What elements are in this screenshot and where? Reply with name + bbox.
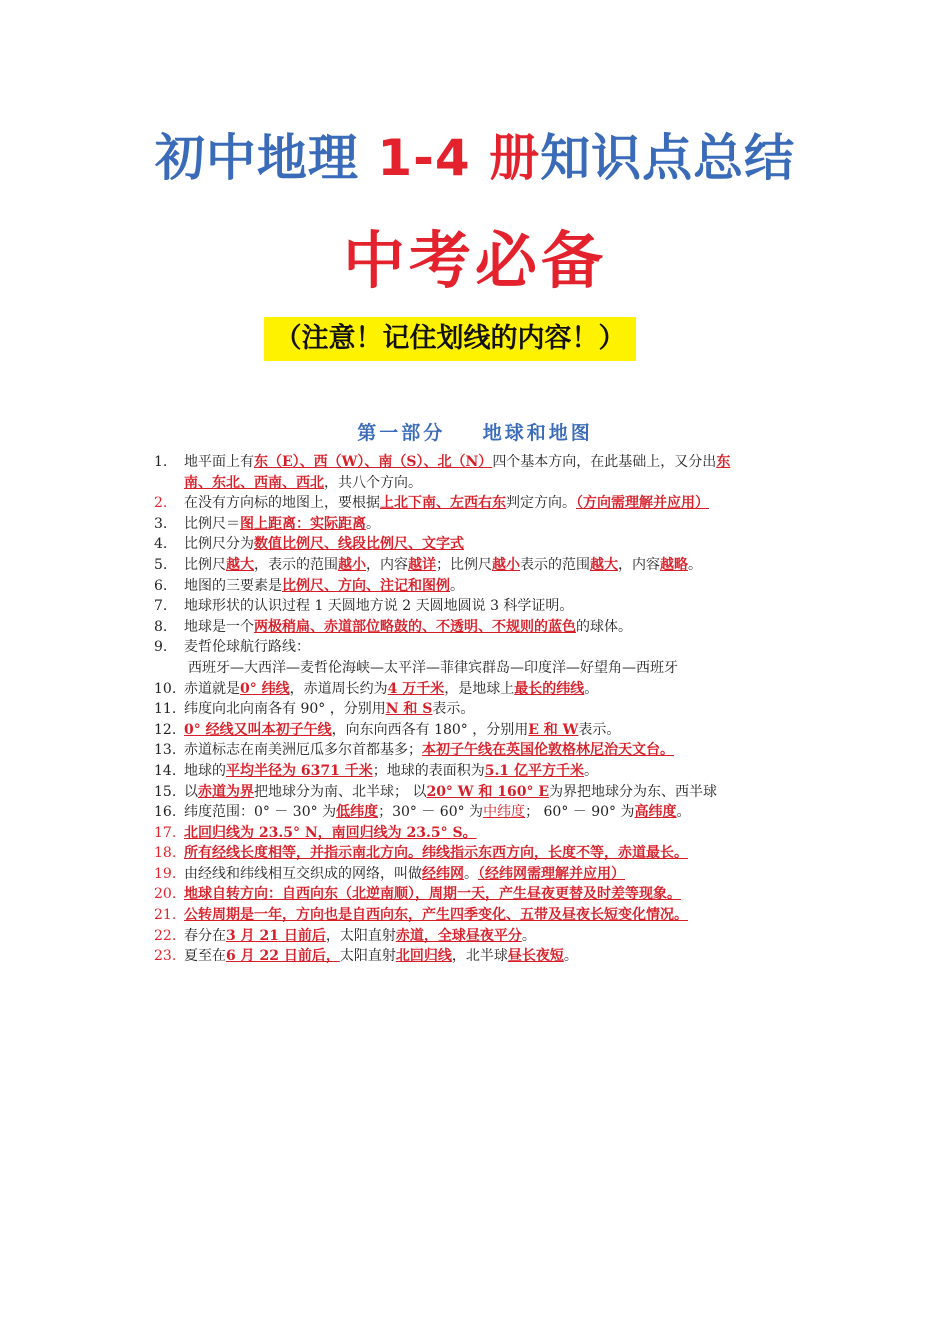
item-text: ，北半球 bbox=[451, 948, 508, 965]
item-number: 14. bbox=[154, 762, 177, 779]
underlined-text: 所有经线长度相等，并指示南北方向。纬线指示东西方向，长度不等，赤道最长。 bbox=[184, 845, 688, 862]
item-number: 21. bbox=[154, 907, 177, 924]
list-item bbox=[150, 534, 750, 555]
item-text: 。 bbox=[450, 577, 464, 594]
list-item bbox=[150, 946, 750, 967]
underlined-text: 越大 bbox=[590, 556, 618, 573]
item-number: 13. bbox=[154, 742, 177, 759]
item-number: 11. bbox=[154, 701, 177, 718]
list-item bbox=[150, 452, 750, 493]
underlined-text: （方向需理解并应用） bbox=[576, 495, 709, 512]
underlined-text: 平均半径为 6371 千米 bbox=[226, 762, 373, 779]
item-text: 为界把地球分为东、西半球 bbox=[549, 783, 718, 800]
underlined-text: 越大 bbox=[226, 556, 254, 573]
underlined-text: 最长的纬线 bbox=[514, 680, 585, 697]
item-text: 地平面上有 bbox=[184, 454, 254, 470]
item-text: 春分在 bbox=[184, 927, 226, 944]
underlined-text: 4 万千米 bbox=[387, 680, 445, 697]
item-number: 18. bbox=[154, 845, 177, 862]
underlined-text: 5.1 亿平方千米 bbox=[484, 762, 584, 779]
item-text: 。 bbox=[563, 948, 578, 965]
item-number: 6. bbox=[154, 577, 168, 594]
item-text: 。 bbox=[521, 927, 536, 944]
item-number: 15. bbox=[154, 783, 177, 800]
underlined-text: 6 月 22 日前后， bbox=[226, 948, 340, 965]
item-text: 。 bbox=[366, 515, 380, 532]
item-number: 7. bbox=[154, 598, 168, 615]
item-number: 22. bbox=[154, 927, 177, 944]
item-number: 9. bbox=[154, 639, 168, 656]
item-text: ，向东向西各有 180° ，分别用 bbox=[331, 721, 529, 738]
item-text: ；比例尺 bbox=[436, 556, 492, 573]
item-number: 19. bbox=[154, 865, 177, 882]
underlined-text: 3 月 21 日前后 bbox=[226, 927, 326, 944]
item-text: 地图的三要素是 bbox=[184, 577, 282, 594]
item-text: ，赤道周长约为 bbox=[289, 680, 388, 697]
list-item bbox=[150, 493, 750, 514]
underlined-text: 0° 经线又叫本初子午线 bbox=[184, 721, 332, 738]
item-text: 麦哲伦球航行路线： bbox=[184, 639, 310, 656]
item-text: 赤道就是 bbox=[184, 680, 240, 697]
item-text: 表示的范围 bbox=[520, 556, 590, 573]
item-number: 23. bbox=[154, 948, 177, 965]
item-text: ；30° － 60° 为 bbox=[378, 804, 484, 821]
list-item bbox=[150, 576, 750, 597]
item-text: 地球形状的认识过程 1 天圆地方说 2 天圆地圆说 3 科学证明。 bbox=[184, 598, 574, 615]
item-number: 4. bbox=[154, 536, 168, 553]
document-subtitle: 中考必备 bbox=[342, 224, 607, 297]
item-text: 在没有方向标的地图上，要根据 bbox=[184, 495, 380, 512]
item-number: 5. bbox=[154, 556, 168, 573]
list-item bbox=[150, 514, 750, 535]
item-text: 西班牙—大西洋—麦哲伦海峡—太平洋—菲律宾群岛—印度洋—好望角—西班牙 bbox=[188, 659, 678, 676]
item-text: 的球体。 bbox=[576, 618, 632, 635]
list-item bbox=[150, 761, 750, 782]
item-number: 3. bbox=[154, 515, 168, 532]
underlined-text: 高纬度 bbox=[634, 804, 677, 821]
item-number: 8. bbox=[154, 618, 168, 635]
list-item bbox=[150, 637, 750, 658]
item-number: 17. bbox=[154, 824, 177, 841]
item-number: 1. bbox=[154, 454, 168, 470]
underlined-text: 东（E）、西（W）、南（S）、北（N） bbox=[254, 454, 493, 470]
item-text: 。 bbox=[584, 680, 599, 697]
underlined-text: 公转周期是一年，方向也是自西向东，产生四季变化、五带及昼夜长短变化情况。 bbox=[184, 907, 688, 924]
item-text: ，共八个方向。 bbox=[324, 474, 422, 491]
knowledge-list bbox=[150, 452, 750, 967]
underlined-text: 北回归线为 23.5° N，南回归线为 23.5° S。 bbox=[184, 824, 477, 841]
underlined-text: 东南、东北、西南、西北 bbox=[184, 454, 731, 491]
item-number: 16. bbox=[154, 804, 177, 821]
item-text: ，内容 bbox=[618, 556, 660, 573]
item-number: 10. bbox=[154, 680, 177, 697]
underlined-text: 越小 bbox=[338, 556, 366, 573]
underlined-text: 比例尺、方向、注记和图例 bbox=[282, 577, 450, 594]
underlined-text: 本初子午线在英国伦敦格林尼治天文台。 bbox=[422, 742, 674, 759]
list-item bbox=[150, 555, 750, 576]
underlined-text: 越详 bbox=[408, 556, 436, 573]
item-text: 比例尺 bbox=[184, 556, 226, 573]
list-item bbox=[150, 864, 750, 885]
list-item bbox=[150, 720, 750, 741]
item-text: 夏至在 bbox=[184, 948, 226, 965]
list-item bbox=[150, 802, 750, 823]
item-text: 赤道标志在南美洲厄瓜多尔首都基多； bbox=[184, 742, 422, 759]
item-text: 四个基本方向，在此基础上，又分出 bbox=[492, 454, 717, 470]
list-item bbox=[150, 740, 750, 761]
item-text: ； 60° － 90° 为 bbox=[525, 804, 635, 821]
underlined-text: 低纬度 bbox=[336, 804, 379, 821]
list-item bbox=[150, 926, 750, 947]
underlined-text: （经纬网需理解并应用） bbox=[478, 865, 625, 882]
title-part-1: 初中地理 bbox=[154, 129, 378, 187]
item-text: 比例尺分为 bbox=[184, 536, 254, 553]
title-part-2: 1-4 册 bbox=[377, 129, 541, 187]
underlined-text: 越略 bbox=[660, 556, 688, 573]
underlined-text: 越小 bbox=[492, 556, 520, 573]
highlight-note: （注意！记住划线的内容！） bbox=[264, 317, 636, 361]
underlined-text: 上北下南、左西右东 bbox=[380, 495, 506, 512]
item-text: 纬度向北向南各有 90° ，分别用 bbox=[184, 701, 386, 718]
item-text: 。 bbox=[688, 556, 702, 573]
underlined-text: 赤道为界 bbox=[198, 783, 254, 800]
item-text: 地球的 bbox=[184, 762, 226, 779]
item-text: 。 bbox=[676, 804, 691, 821]
item-text: 地球是一个 bbox=[184, 618, 254, 635]
list-item bbox=[150, 679, 750, 700]
item-text: 由经线和纬线相互交织成的网络，叫做 bbox=[184, 865, 422, 882]
item-text: 把地球分为南、北半球； 以 bbox=[254, 783, 427, 800]
item-text: ；地球的表面积为 bbox=[372, 762, 485, 779]
list-item bbox=[150, 699, 750, 720]
underlined-text: N 和 S bbox=[385, 701, 433, 718]
item-number: 2. bbox=[154, 495, 168, 512]
item-text: 。 bbox=[464, 865, 478, 882]
document-title bbox=[0, 128, 950, 188]
item-text: ，是地球上 bbox=[444, 680, 515, 697]
underlined-text: E 和 W bbox=[528, 721, 579, 738]
list-item bbox=[150, 843, 750, 864]
underlined-text: 昼长夜短 bbox=[507, 948, 564, 965]
underlined-text: 0° 纬线 bbox=[240, 680, 290, 697]
underlined-text: 北回归线 bbox=[395, 948, 452, 965]
underlined-text: 经纬网 bbox=[422, 865, 464, 882]
underlined-text: 两极稍扁、赤道部位略鼓的、不透明、不规则的蓝色 bbox=[254, 618, 576, 635]
section-title: 第一部分 地球和地图 bbox=[357, 422, 593, 444]
item-text: 比例尺＝ bbox=[184, 515, 240, 532]
underlined-text: 中纬度 bbox=[483, 804, 526, 821]
underlined-text: 地球自转方向：自西向东（北逆南顺），周期一天，产生昼夜更替及时差等现象。 bbox=[184, 886, 681, 903]
underlined-text: 数值比例尺、线段比例尺、文字式 bbox=[254, 536, 464, 553]
underlined-text: 图上距离：实际距离 bbox=[240, 515, 366, 532]
item-text: ，内容 bbox=[366, 556, 408, 573]
item-text: 。 bbox=[583, 762, 598, 779]
item-text: 表示。 bbox=[578, 721, 621, 738]
item-number: 20. bbox=[154, 886, 177, 903]
item-text: 纬度范围：0° － 30° 为 bbox=[184, 804, 337, 821]
list-item bbox=[150, 823, 750, 844]
list-item bbox=[150, 884, 750, 905]
list-item bbox=[150, 782, 750, 803]
item-text: 判定方向。 bbox=[506, 495, 576, 512]
underlined-text: 赤道，全球昼夜平分 bbox=[395, 927, 522, 944]
underlined-text: 20° W 和 160° E bbox=[426, 783, 550, 800]
item-text: ，表示的范围 bbox=[254, 556, 338, 573]
title-part-3: 知识点总结 bbox=[540, 129, 796, 187]
list-item bbox=[150, 658, 750, 679]
list-item bbox=[150, 617, 750, 638]
list-item bbox=[150, 905, 750, 926]
item-text: ，太阳直射 bbox=[325, 927, 396, 944]
item-text: 表示。 bbox=[432, 701, 475, 718]
item-text: 太阳直射 bbox=[339, 948, 396, 965]
list-item bbox=[150, 596, 750, 617]
item-text: 以 bbox=[184, 783, 198, 800]
item-number: 12. bbox=[154, 721, 177, 738]
